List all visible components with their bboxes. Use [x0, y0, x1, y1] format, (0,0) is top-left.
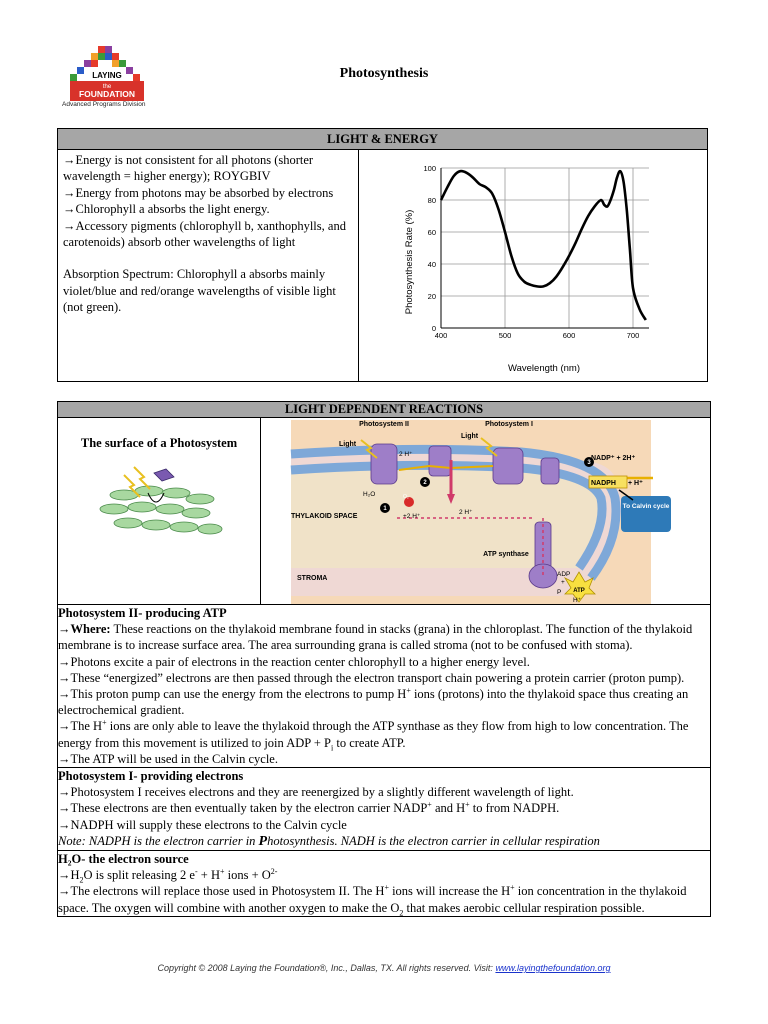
diagram-step-3: 3 [587, 460, 591, 466]
ps1-section [58, 768, 711, 851]
ps2-line-2: →Photons excite a pair of electrons in the reaction center chlorophyll to a higher energy level. [58, 654, 530, 669]
chart-y-tick-label: 100 [423, 164, 436, 173]
light-energy-table [57, 128, 708, 382]
absorption-spectrum-text: Absorption Spectrum: Chlorophyll a absorbs mainly violet/blue and red/orange wavelengths of visible light (not green). [63, 267, 336, 315]
chart-grid [441, 168, 649, 328]
ps2-line-3: →These “energized” electrons are then passed through the electron transport chain powering a protein carrier (proton pump). [58, 670, 685, 685]
h2o-line-1: $\to H_2O$ is split releasing 2 e- + H+ ions + $O^{2-}$ [58, 867, 278, 885]
light-energy-text-cell [58, 150, 359, 382]
diagram-label-nadph: NADPH [591, 480, 616, 487]
light-energy-line-1: →Energy is not consistent for all photons (shorter wavelength = higher energy); ROYGBIV [63, 153, 314, 184]
diagram-label-hplus: H⁺ [573, 597, 582, 604]
light-energy-line-2: →Energy from photons may be absorbed by electrons [63, 185, 334, 200]
photosystem-surface-illustration [94, 463, 224, 543]
ps2-line-6: →The ATP will be used in the Calvin cycle. [58, 751, 278, 766]
chart-x-axis-label: Wavelength (nm) [508, 363, 580, 374]
chart-x-tick-label: 400 [434, 331, 448, 340]
diagram-label-thylakoid-space: THYLAKOID SPACE [291, 513, 358, 520]
footer [0, 963, 768, 973]
ps2-where: →Where: These reactions on the thylakoid membrane found in stacks (grana) in the chloroplast. The function of the thylakoid membrane is to increase surface area. The area surrounding grana is called stroma (not to be confused with stoma). [58, 622, 693, 653]
ldr-heading: LIGHT DEPENDENT REACTIONS [58, 402, 711, 418]
diagram-label-ps2: Photosystem II [359, 421, 409, 428]
chart-y-tick-label: 60 [427, 228, 436, 237]
diagram-label-h2o: H₂O [363, 491, 376, 498]
light-energy-line-3: →Chlorophyll a absorbs the light energy. [63, 202, 270, 217]
diagram-label-2h-b: 2 H⁺ [459, 509, 473, 516]
chart-axes [441, 168, 649, 328]
diagram-label-adp: ADP [557, 571, 571, 578]
diagram-label-plus: + [561, 579, 565, 586]
diagram-cell [261, 418, 711, 605]
chart-y-tick-label: 0 [431, 324, 436, 333]
surface-cell [58, 418, 261, 605]
diagram-label-2h-c: +2 H⁺ [403, 513, 421, 520]
chart-y-tick-label: 20 [427, 292, 436, 301]
light-energy-line-4: →Accessory pigments (chlorophyll b, xanthophylls, and carotenoids) absorb other wavelengths of light [63, 218, 346, 250]
chart-x-tick-label: 500 [498, 331, 512, 340]
footer-copyright: Copyright © 2008 Laying the Foundation®, Inc., Dallas, TX. All rights reserved. Visit: [157, 963, 493, 973]
diagram-label-ps1: Photosystem I [485, 421, 533, 428]
ldr-table [57, 401, 711, 917]
logo-text-the: the [102, 84, 112, 90]
chart-y-axis-label: Photosynthesis Rate (%) [404, 209, 415, 315]
diagram-label-2h-a: 2 H⁺ [399, 451, 413, 458]
surface-label: The surface of a Photosystem [80, 436, 238, 450]
chart-x-tick-label: 600 [562, 331, 576, 340]
h2o-line-2: →The electrons will replace those used in Photosystem II. The H+ ions will increase the H+ ion concentration in the thylakoid space. The oxygen will combine with another oxygen to make the $O_2$ that makes aerobic cellular respiration possible. [58, 883, 687, 918]
diagram-label-stroma: STROMA [297, 575, 328, 582]
h2o-section [58, 851, 711, 917]
diagram-step-2: 2 [423, 480, 427, 486]
logo-text-foundation: FOUNDATION [78, 89, 136, 99]
diagram-label-nadph-h: + H⁺ [628, 480, 643, 487]
chart-cell [359, 150, 708, 382]
diagram-label-calvin: To Calvin cycle [622, 503, 670, 510]
ps2-line-4: →This proton pump can use the energy from the electrons to pump H+ ions (protons) into the thylakoid space thus creating an electrochemical gradient. [58, 685, 689, 718]
diagram-label-pi: P [557, 589, 562, 596]
ps1-title: Photosystem I- providing electrons [58, 769, 244, 784]
light-reactions-diagram [261, 418, 681, 604]
light-energy-heading: LIGHT & ENERGY [58, 129, 708, 150]
chart-ticks [423, 164, 639, 340]
diagram-step-1: 1 [383, 506, 387, 512]
footer-link[interactable]: www.layingthefoundation.org [495, 963, 611, 973]
chart-y-tick-label: 80 [427, 196, 436, 205]
h2o-title: H₂O- the electron source [58, 852, 189, 867]
ps2-section [58, 605, 711, 768]
ps1-line-3: →NADPH will supply these electrons to the Calvin cycle [58, 817, 347, 832]
diagram-label-atp-synthase: ATP synthase [483, 551, 529, 558]
ps2-title: Photosystem II- producing ATP [58, 606, 227, 620]
absorption-spectrum-chart [359, 150, 699, 375]
logo-text-laying: LAYING [92, 71, 122, 80]
diagram-label-nadp: NADP⁺ + 2H⁺ [591, 455, 636, 462]
photosynthesis-rate-line [441, 171, 646, 320]
diagram-label-atp: ATP [573, 588, 585, 594]
ps2-where-label: Where: [70, 622, 111, 637]
ps2-where-text: These reactions on the thylakoid membrane found in stacks (grana) in the chloroplast. The function of the thylakoid membrane is to increase surface area. The area surrounding grana is called stroma (not to be confused with stoma). [58, 622, 693, 653]
light-bolt-icon [134, 467, 150, 489]
ps2-line-5: →The H+ ions are only able to leave the thylakoid through the ATP synthase as they flow from high to low concentration. The energy from this movement is utilized to join ADP + $P_i$ to create ATP. [58, 718, 689, 753]
diagram-label-light-2: Light [461, 433, 479, 440]
chart-x-tick-label: 700 [626, 331, 640, 340]
chart-y-tick-label: 40 [427, 260, 436, 269]
ps1-note: Note: NADPH is the electron carrier in Photosynthesis. NADH is the electron carrier in cellular respiration [58, 833, 600, 849]
ps1-line-2: →These electrons are then eventually taken by the electron carrier NADP+ and H+ to from NADPH. [58, 800, 560, 816]
logo-subtitle: Advanced Programs Division [62, 101, 146, 108]
ps1-line-1: →Photosystem I receives electrons and they are reenergized by a slightly different wavelength of light. [58, 785, 574, 800]
diagram-label-light-1: Light [339, 441, 357, 448]
diagram-label-o2: O₂ [403, 494, 409, 500]
page-title: Photosynthesis [339, 66, 429, 81]
